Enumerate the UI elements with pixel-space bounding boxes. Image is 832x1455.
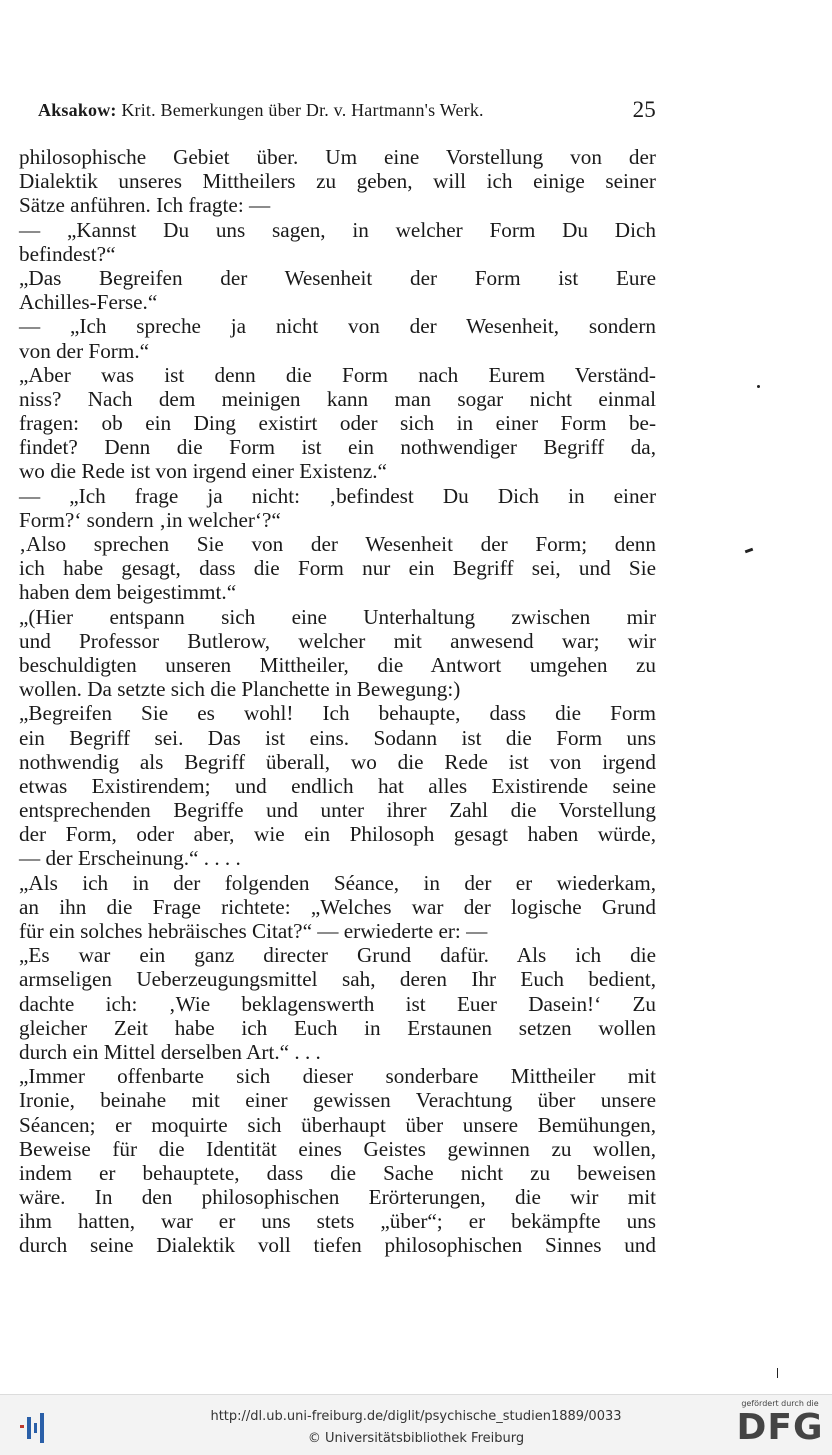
text-line: ich habe gesagt, dass die Form nur ein Begriff sei, und Sie (19, 556, 656, 581)
text-line: Séancen; er moquirte sich überhaupt über unsere Bemühungen, (19, 1112, 656, 1137)
text-line: „Es war ein ganz directer Grund dafür. Als ich die (19, 943, 656, 968)
dfg-logo[interactable] (734, 1399, 826, 1453)
text-line: durch ein Mittel derselben Art.“ . . . (19, 1039, 321, 1064)
source-url-link[interactable]: http://dl.ub.uni-freiburg.de/diglit/psychische_studien1889/0033 (210, 1409, 622, 1424)
text-line: dachte ich: ‚Wie beklagenswerth ist Euer Dasein!‘ Zu (19, 991, 656, 1016)
text-line: Sätze anführen. Ich fragte: — (19, 193, 271, 218)
text-line: entsprechenden Begriffe und unter ihrer Zahl die Vorstellung (19, 798, 656, 823)
text-line: Beweise für die Identität eines Geistes gewinnen zu wollen, (19, 1136, 656, 1161)
copyright-notice: © Universitätsbibliothek Freiburg (307, 1431, 525, 1446)
text-line: — der Erscheinung.“ . . . . (19, 846, 241, 871)
text-line: fragen: ob ein Ding existirt oder sich in einer Form be- (19, 411, 656, 436)
text-line: an ihn die Frage richtete: „Welches war der logische Grund (19, 894, 656, 919)
text-line: „Begreifen Sie es wohl! Ich behaupte, dass die Form (19, 701, 656, 726)
margin-mark (777, 1368, 778, 1378)
page-number: 25 (632, 97, 656, 122)
text-line: — „Kannst Du uns sagen, in welcher Form Du Dich (19, 217, 656, 242)
text-line: ein Begriff sei. Das ist eins. Sodann ist die Form uns (19, 725, 656, 750)
viewer-footer (0, 1394, 832, 1455)
text-line: befindest?“ (19, 241, 116, 266)
text-line: — „Ich spreche ja nicht von der Wesenheit, sondern (19, 314, 656, 339)
text-line: „Immer offenbarte sich dieser sonderbare Mittheiler mit (19, 1064, 656, 1089)
text-line: beschuldigten unseren Mittheiler, die Antwort umgehen zu (19, 652, 656, 677)
text-line: Ironie, beinahe mit einer gewissen Verachtung über unsere (19, 1088, 656, 1113)
text-line: Form?‘ sondern ‚in welcher‘?“ (19, 507, 281, 532)
text-line: armseligen Ueberzeugungsmittel sah, deren Ihr Euch bedient, (19, 967, 656, 992)
text-line: etwas Existirendem; und endlich hat alles Existirende seine (19, 773, 656, 798)
text-line: haben dem beigestimmt.“ (19, 580, 237, 605)
header-author: Aksakow: (38, 99, 117, 120)
running-header (38, 96, 658, 124)
dfg-logo-text: DFG (736, 1407, 824, 1448)
text-line: — „Ich frage ja nicht: ‚befindest Du Dich in einer (19, 483, 656, 508)
text-line: findet? Denn die Form ist ein nothwendiger Begriff da, (19, 435, 656, 460)
margin-mark (757, 385, 760, 388)
text-line: nothwendig als Begriff überall, wo die Rede ist von irgend (19, 749, 656, 774)
text-line: „Aber was ist denn die Form nach Eurem Verständ- (19, 362, 656, 387)
text-line: wo die Rede ist von irgend einer Existenz.“ (19, 459, 387, 484)
text-line: philosophische Gebiet über. Um eine Vorstellung von der (19, 145, 656, 169)
page-body-text (19, 145, 656, 1258)
text-line: indem er behauptete, dass die Sache nicht zu beweisen (19, 1160, 656, 1185)
text-line: wäre. In den philosophischen Erörterungen, die wir mit (19, 1185, 656, 1210)
text-line: der Form, oder aber, wie ein Philosoph gesagt haben würde, (19, 822, 656, 847)
text-line: für ein solches hebräisches Citat?“ — erwiederte er: — (19, 919, 488, 943)
text-line: Dialektik unseres Mittheilers zu geben, will ich einige seiner (19, 169, 656, 194)
text-line: ihm hatten, war er uns stets „über“; er bekämpfte uns (19, 1209, 656, 1234)
text-line: gleicher Zeit habe ich Euch in Erstaunen setzen wollen (19, 1015, 656, 1040)
text-line: Achilles-Ferse.“ (19, 290, 158, 315)
text-line: wollen. Da setzte sich die Planchette in Bewegung:) (19, 677, 461, 702)
text-line: „Das Begreifen der Wesenheit der Form ist Eure (19, 265, 656, 290)
text-line: „(Hier entspann sich eine Unterhaltung zwischen mir (19, 604, 656, 629)
text-line: ‚Also sprechen Sie von der Wesenheit der Form; denn (19, 532, 656, 556)
margin-mark (745, 548, 754, 554)
text-line: „Als ich in der folgenden Séance, in der er wiederkam, (19, 870, 656, 895)
funder-caption: gefördert durch die (741, 1399, 819, 1408)
header-left (38, 100, 484, 121)
text-line: durch seine Dialektik voll tiefen philosophischen Sinnes und (19, 1233, 656, 1258)
text-line: von der Form.“ (19, 338, 150, 363)
header-title: Krit. Bemerkungen über Dr. v. Hartmann's Werk. (121, 99, 484, 120)
text-line: und Professor Butlerow, welcher mit anwesend war; wir (19, 628, 656, 653)
text-line: niss? Nach dem meinigen kann man sogar nicht einmal (19, 386, 656, 411)
